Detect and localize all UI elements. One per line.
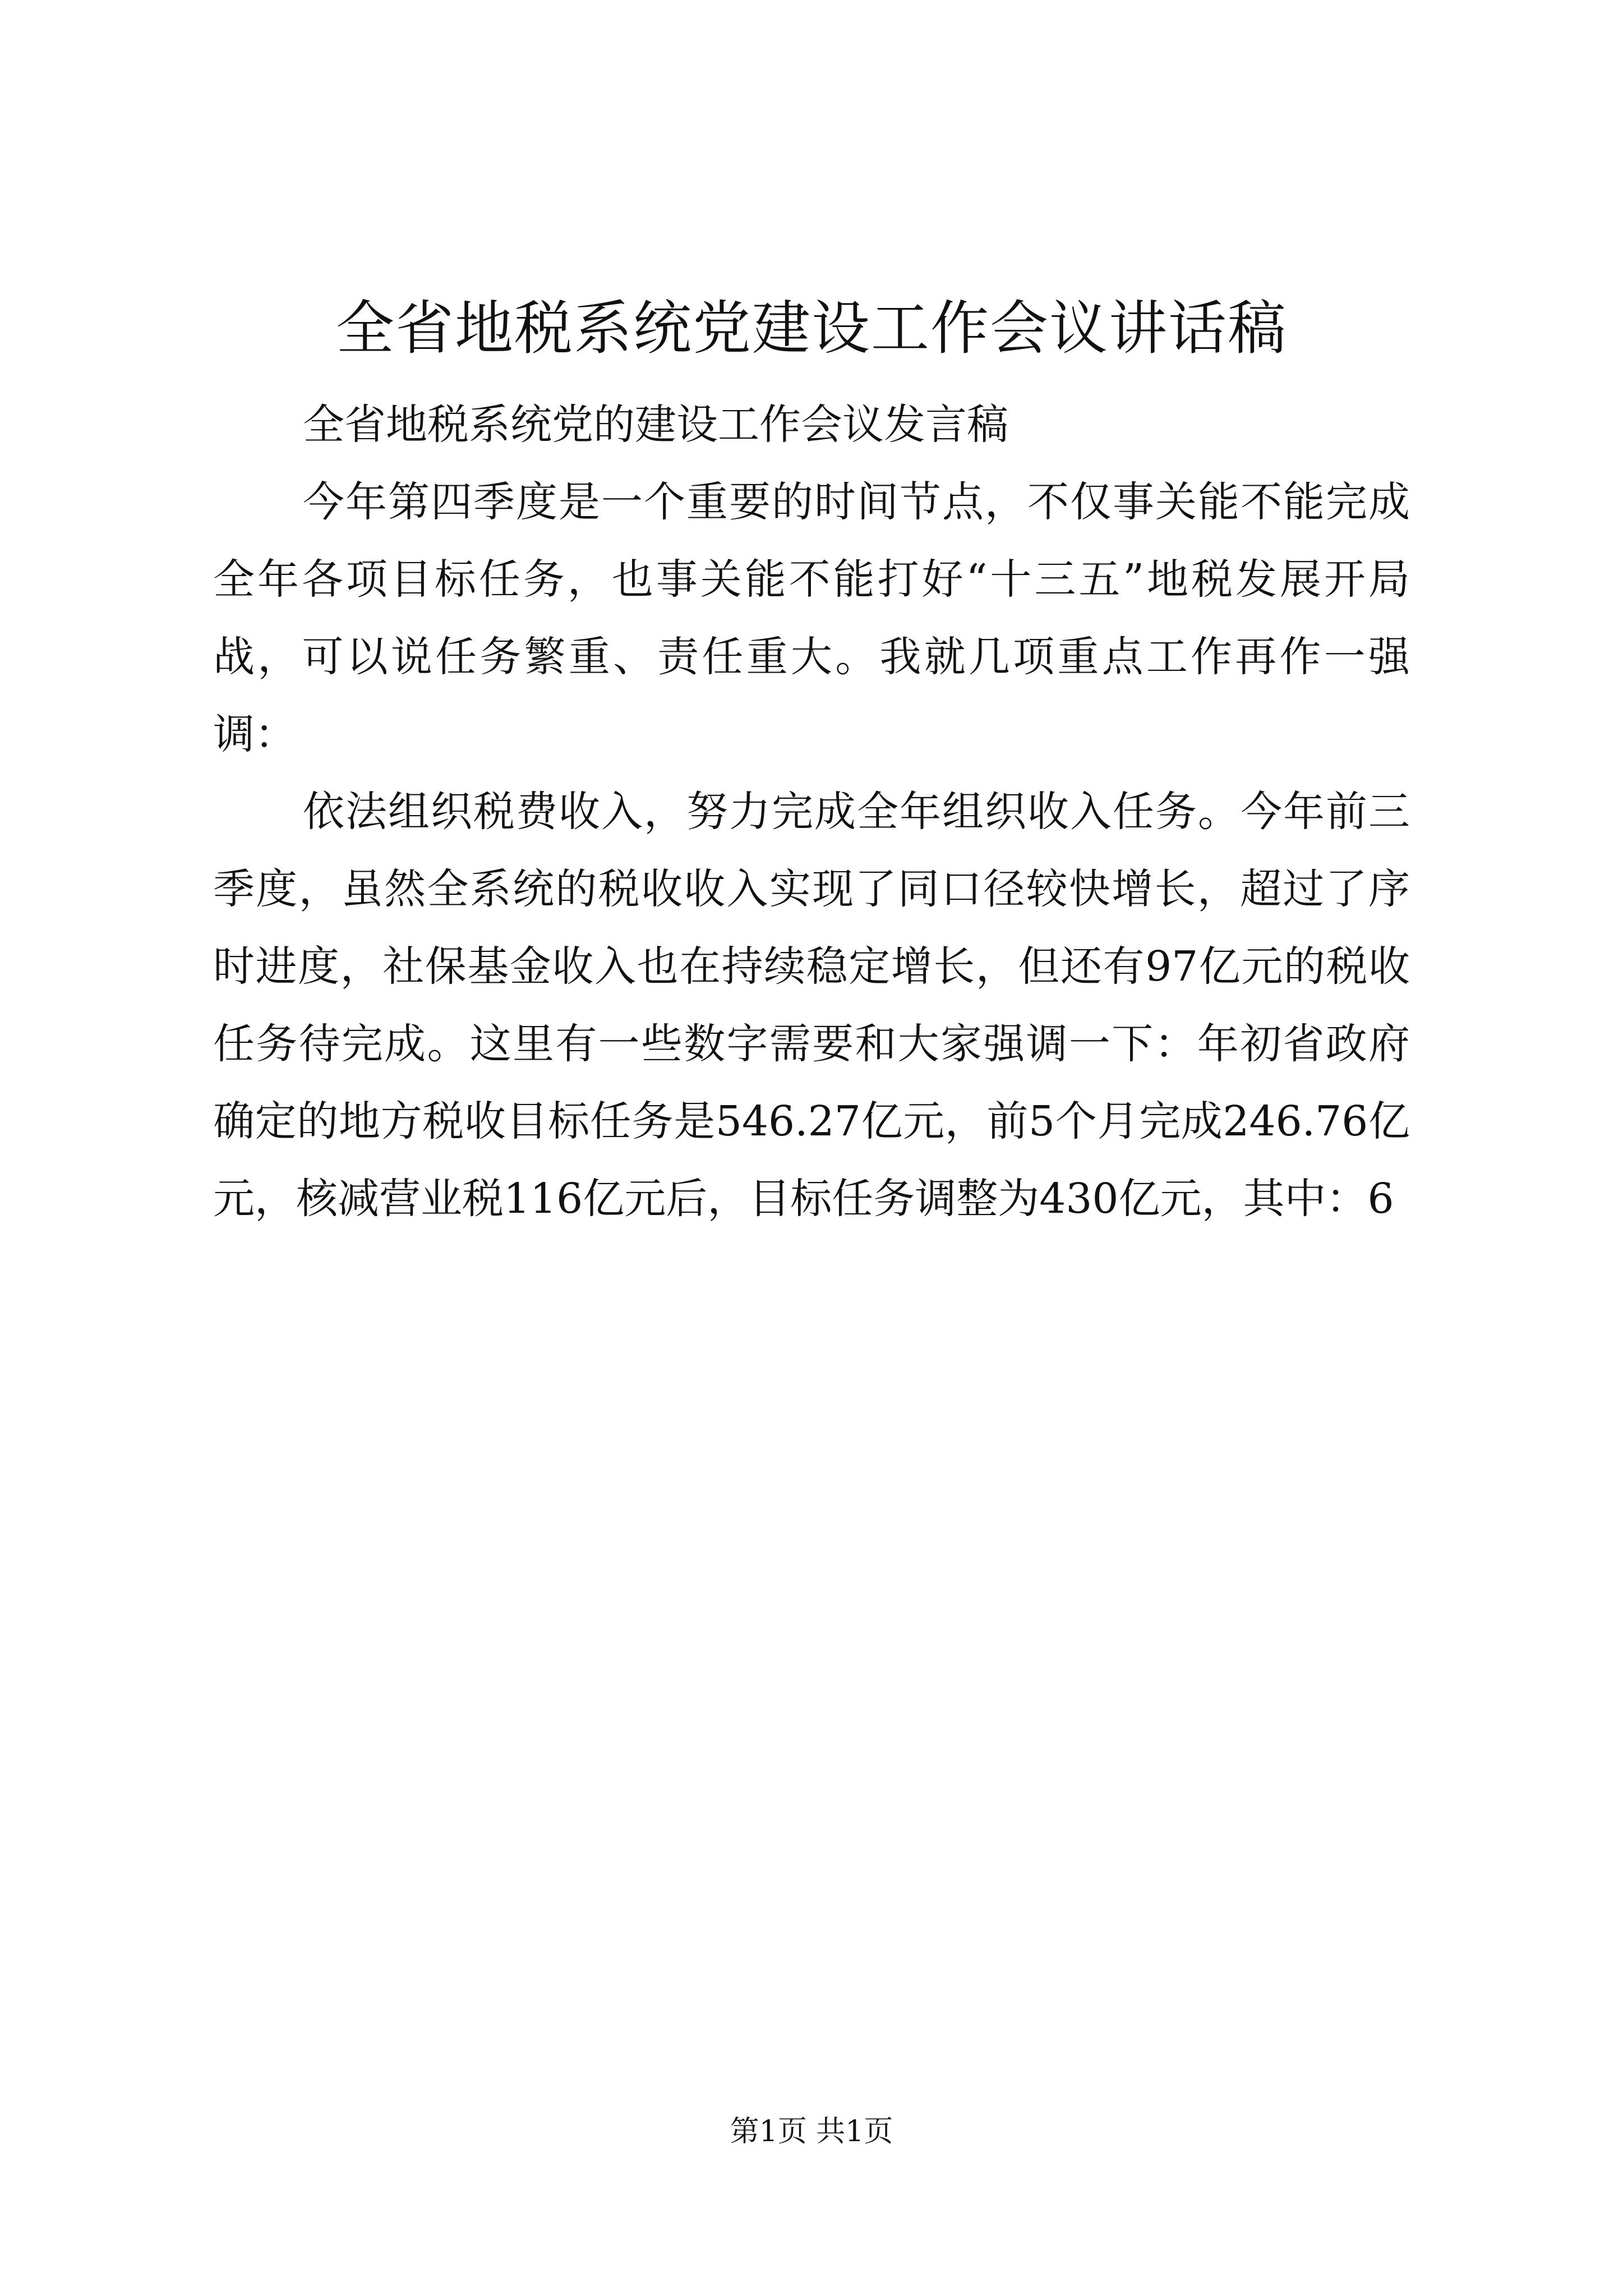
document-body (213, 386, 1410, 1237)
document-title: 全省地税系统党建设工作会议讲话稿 (335, 294, 1287, 362)
body-paragraph: 依法组织税费收入，努力完成全年组织收入任务。今年前三季度，虽然全系统的税收收入实现了同口径较快增长，超过了序时进度，社保基金收入也在持续稳定增长，但还有97亿元的税收任务待完成。这里有一些数字需要和大家强调一下：年初省政府确定的地方税收目标任务是546.27亿元，前5个月完成246.76亿元，核减营业税116亿元后，目标任务调整为430亿元，其中：6 (213, 788, 1410, 1223)
page-number-footer: 第1页 共1页 (730, 2115, 893, 2148)
body-paragraph: 今年第四季度是一个重要的时间节点，不仅事关能不能完成全年各项目标任务，也事关能不能打好“十三五”地税发展开局战，可以说任务繁重、责任重大。我就几项重点工作再作一强调： (213, 478, 1410, 758)
subtitle-paragraph: 全省地税系统党的建设工作会议发言稿 (303, 401, 1008, 449)
